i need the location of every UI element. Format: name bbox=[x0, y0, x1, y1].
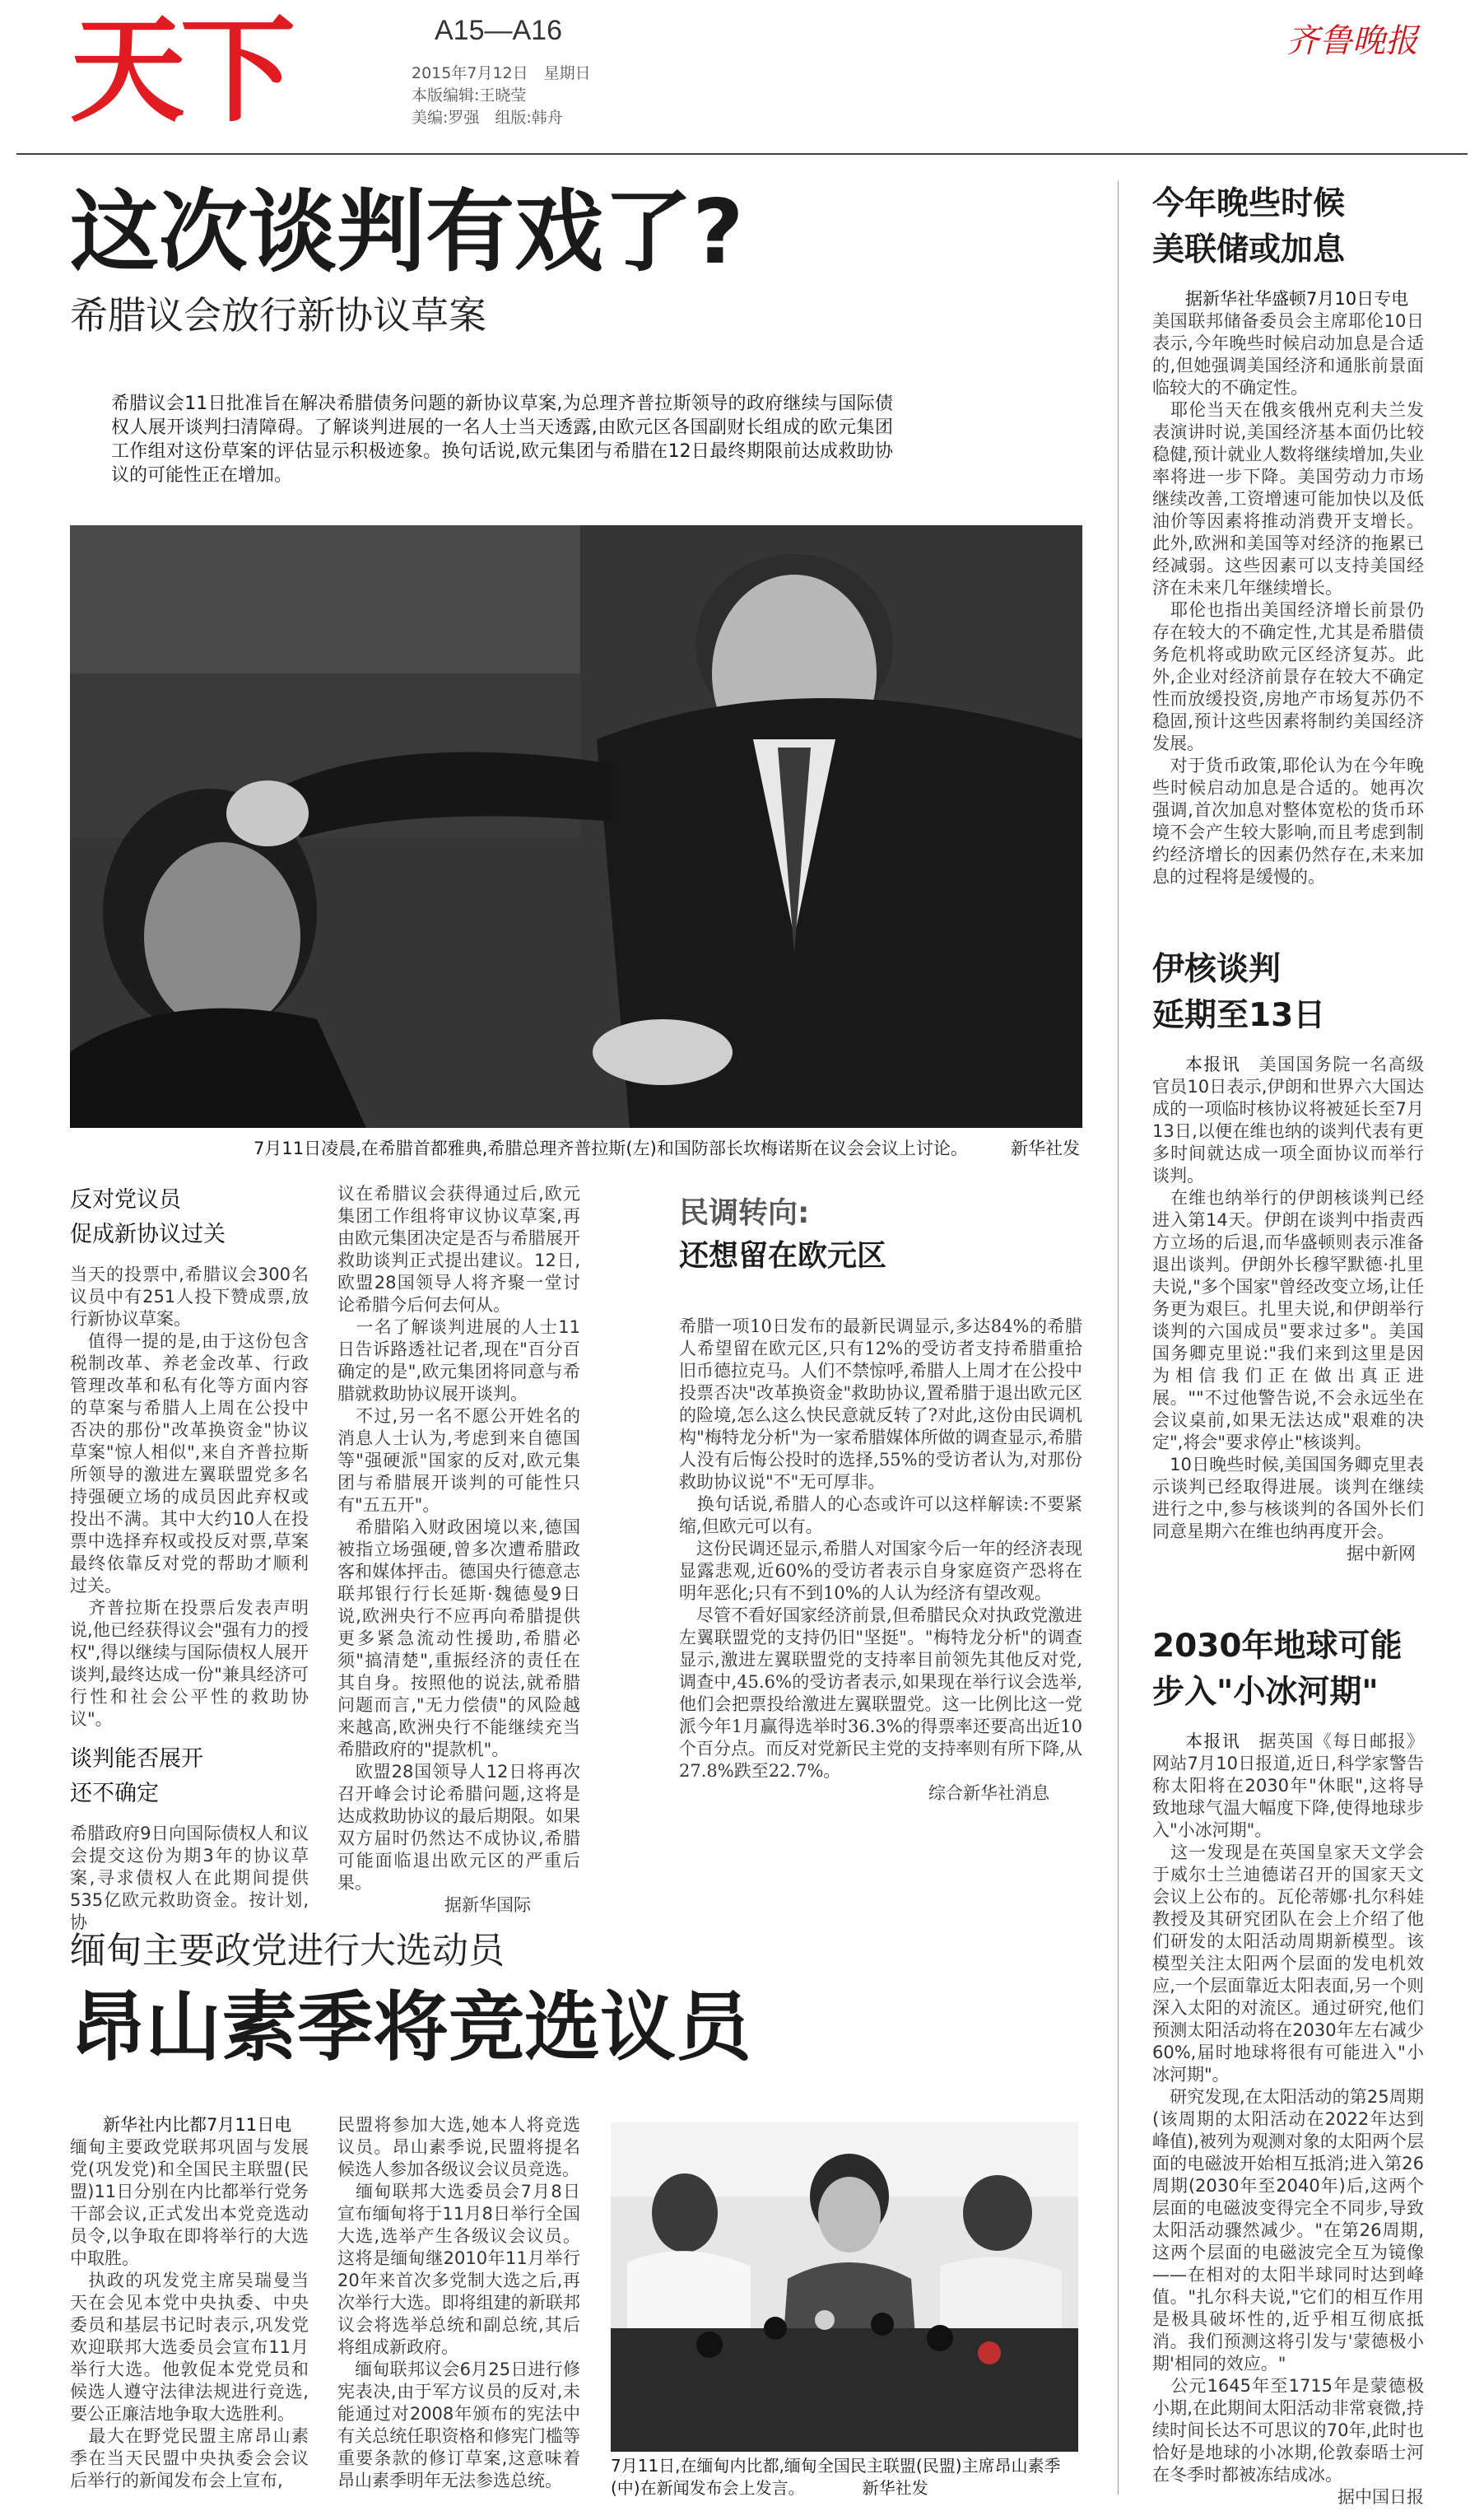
photo-caption: 7月11日凌晨,在希腊首都雅典,希腊总理齐普拉斯(左)和国防部长坎梅诺斯在议会会议上讨论。 bbox=[254, 1139, 968, 1158]
subhead-2-line1: 谈判能否展开 bbox=[70, 1746, 203, 1772]
body-text: 据英国《每日邮报》网站7月10日报道,近日,科学家警告称太阳将在2030年"休眠",这将导致地球气温大幅度下降,使得地球步入"小冰河期"。 这一发现是在英国皇家天文学会于威尔士兰迪德诺召开的国家天文会议上公布的。瓦伦蒂娜·扎尔科娃教授及其研究团队在会上介绍了他们研发的太阳活动周期新模型。该模型关注太阳两个层面的发电机效应,一个层面靠近太阳表面,另一个则深入太阳的对流区。通过研究,他们预测太阳活动将在2030年左右减少60%,届时地球将很有可能进入"小冰河期"。 研究发现,在太阳活动的第25周期(该周期的太阳活动在2022年达到峰值),被列为观测对象的太阳两个层面的电磁波开始相互抵消;进入第26周期(2030年至2040年)后,这两个层面的电磁波变得完全不同步,导致太阳活动骤然减少。"在第26周期,这两个层面的电磁波完全互为镜像——在相对的太阳半球同时达到峰值。"扎尔科夫说,"它们的相互作用是极具破坏性的,近乎相互彻底抵消。我们预测这将引发与'蒙德极小期'相同的效应。" 公元1645年至1715年是蒙德极小期,在此期间太阳活动非常衰微,持续时间长达不可思议的70年,此时也恰好是地球的小冰期,伦敦泰晤士河在冬季时都被冻结成冰。 bbox=[1152, 1731, 1425, 2485]
subhead-1-line1: 反对党议员 bbox=[70, 1187, 181, 1213]
poll-box-headline bbox=[679, 1192, 886, 1278]
body-text: 美国国务院一名高级官员10日表示,伊朗和世界六大国达成的一项临时核协议将被延长至7月13日,以便在维也纳的谈判代表有更多时间就达成一项全面协议而举行谈判。 在维也纳举行的伊朗核谈判已经进入第14天。伊朗在谈判中指责西方立场的后退,而华盛顿则表示准备退出谈判。伊朗外长穆罕默德·扎里夫说,"多个国家"曾经改变立场,让任务更为艰巨。扎里夫说,和伊朗举行谈判的六国成员"要求过多"。美国国务卿克里说:"我们来到这里是因为相信我们正在做出真正进展。""不过他警告说,不会永远坐在会议桌前,如果无法达成"艰难的决定",将会"要求停止"核谈判。 10日晚些时候,美国国务卿克里表示谈判已经取得进展。谈判在继续进行之中,参与核谈判的各国外长们同意星期六在维也纳再度开会。 bbox=[1152, 1055, 1425, 1541]
body-text: 民盟将参加大选,她本人将竞选议员。昂山素季说,民盟将提名候选人参加各级议会议员竞选。 缅甸联邦大选委员会7月8日宣布缅甸将于11月8日举行全国大选,选举产生各级议会议员。这将是缅甸继2010年11月举行20年来首次多党制大选之后,再次举行大选。即将组建的新联邦议会将选举总统和副总统,其后将组成新政府。 缅甸联邦议会6月25日进行修宪表决,由于军方议员的反对,未能通过对2008年颁布的宪法中有关总统任职资格和修宪门槛等重要条款的修订草案,这意味着昂山素季明年无法参选总统。 bbox=[337, 2115, 580, 2490]
main-headline: 这次谈判有戏了? bbox=[70, 181, 744, 284]
poll-box-text bbox=[679, 1316, 1082, 1805]
ice-headline-line2: 步入"小冰河期" bbox=[1152, 1674, 1379, 1711]
body-text: 当天的投票中,希腊议会300名议员中有251人投下赞成票,放行新协议草案。 值得一提的是,由于这份包含税制改革、养老金改革、行政管理改革和私有化等方面内容的草案与希腊人上周在公投中否决的那份"改革换资金"协议草案"惊人相似",来自齐普拉斯所领导的激进左翼联盟党多名持强硬立场的成员因此弃权或投出不满。其中大约10人在投票中选择弃权或投反对票,草案最终依靠反对党的帮助才顺利过关。 齐普拉斯在投票后发表声明说,他已经获得议会"强有力的授权",得以继续与国际债权人展开谈判,最终达成一份"兼具经济可行性和社会公平性的救助协议"。 bbox=[70, 1265, 309, 1729]
poll-headline-line2: 还想留在欧元区 bbox=[679, 1239, 887, 1273]
fed-headline-line2: 美联储或加息 bbox=[1152, 231, 1346, 268]
caption-text: 7月11日,在缅甸内比都,缅甸全国民主联盟(民盟)主席昂山素季(中)在新闻发布会上发言。 bbox=[611, 2456, 1061, 2498]
column-divider bbox=[1118, 181, 1119, 2495]
photo-illustration bbox=[611, 2122, 1078, 2452]
iran-headline-line2: 延期至13日 bbox=[1152, 997, 1326, 1034]
main-body-col2 bbox=[337, 1183, 580, 1917]
dateline: 新华社内比都7月11日电 bbox=[103, 2115, 292, 2135]
ice-body bbox=[1152, 1731, 1424, 2486]
news-photo-greece bbox=[70, 525, 1082, 1128]
masthead-meta bbox=[412, 63, 591, 129]
sidebar-fed bbox=[1152, 181, 1424, 888]
photo-caption bbox=[611, 2455, 1078, 2499]
body-text: 希腊政府9日向国际债权人和议会提交这份为期3年的协议草案,寻求债权人在此期间提供535亿欧元救助资金。按计划,协 bbox=[70, 1824, 309, 1932]
poll-headline-line1: 民调转向: bbox=[679, 1196, 810, 1230]
photo-illustration bbox=[70, 525, 1082, 1128]
ice-headline-line1: 2030年地球可能 bbox=[1152, 1628, 1403, 1665]
body-text: 希腊一项10日发布的最新民调显示,多达84%的希腊人希望留在欧元区,只有12%的受访者支持希腊重拾旧币德拉克马。人们不禁惊呼,希腊人上周才在公投中投票否决"改革换资金"救助协议,置希腊于退出欧元区的险境,怎么这么快民意就反转了?对此,这份由民调机构"梅特龙分析"为一家希腊媒体所做的调查显示,希腊人没有后悔公投时的选择,55%的受访者认为,对那份救助协议说"不"无可厚非。 换句话说,希腊人的心态或许可以这样解读:不要紧缩,但欧元可以有。 这份民调还显示,希腊人对国家今后一年的经济表现显露悲观,近60%的受访者表示自身家庭资产恐将在明年恶化;只有不到10%的人认为经济有望改观。 尽管不看好国家经济前景,但希腊民众对执政党激进左翼联盟党的支持仍旧"坚挺"。"梅特龙分析"的调查显示,激进左翼联盟党的支持率目前领先其他反对党,调查中,45.6%的受访者表示,如果现在举行议会选举,他们会把票投给激进左翼联盟党。这一比例比这一党派今年1月赢得选举时36.3%的得票率还要高出近10个百分点。而反对党新民主党的支持率则有所下降,从27.8%跌至22.7%。 bbox=[679, 1316, 1082, 1781]
fed-dateline: 据新华社华盛顿7月10日专电 bbox=[1185, 289, 1409, 309]
subhead-2-line2: 还不确定 bbox=[70, 1781, 159, 1806]
source-credit: 据中新网 bbox=[1347, 1544, 1416, 1563]
source-credit: 据中国日报 bbox=[1337, 2487, 1424, 2507]
photo-credit: 新华社发 bbox=[1011, 1139, 1080, 1158]
second-body-col2 bbox=[337, 2114, 580, 2492]
main-subheadline: 希腊议会放行新协议草案 bbox=[70, 293, 486, 338]
news-photo-myanmar bbox=[611, 2122, 1078, 2452]
main-body-col1 bbox=[70, 1183, 309, 1934]
sidebar-iran bbox=[1152, 947, 1424, 1565]
iran-headline-line1: 伊核谈判 bbox=[1152, 951, 1282, 988]
fed-body: 美国联邦储备委员会主席耶伦10日表示,今年晚些时候启动加息是合适的,但她强调美国经济和通胀前景面临较大的不确定性。 耶伦当天在俄亥俄州克利夫兰发表演讲时说,美国经济基本面仍比较稳健,预计就业人数将继续增加,失业率将进一步下降。美国劳动力市场继续改善,工资增速可能加快以及低油价等因素将推动消费开支增长。此外,欧洲和美国等对经济的拖累已经减弱。这些因素可以支持美国经济在未来几年继续增长。 耶伦也指出美国经济增长前景仍存在较大的不确定性,尤其是希腊债务危机将或助欧元区经济复苏。此外,企业对经济前景存在较大不确定性而放缓投资,房地产市场复苏仍不稳固,预计这些因素将制约美国经济发展。 对于货币政策,耶伦认为在今年晚些时候启动加息是合适的。她再次强调,首次加息对整体宽松的货币环境不会产生较大影响,而且考虑到制约经济增长的因素仍然存在,未来加息的过程将是缓慢的。 bbox=[1152, 311, 1424, 887]
section-title: 天下 bbox=[70, 4, 291, 138]
subhead-1-line2: 促成新协议过关 bbox=[70, 1222, 226, 1247]
masthead-rule bbox=[16, 153, 1468, 155]
source-credit: 综合新华社消息 bbox=[928, 1783, 1049, 1803]
source-credit: 据新华国际 bbox=[444, 1895, 531, 1915]
body-text: 缅甸主要政党联邦巩固与发展党(巩发党)和全国民主联盟(民盟)11日分别在内比都举行党务干部会议,正式发出本党竞选动员令,以争取在即将举行的大选中取胜。 执政的巩发党主席吴瑞曼当天在会见本党中央执委、中央委员和基层书记时表示,巩发党欢迎联邦大选委员会宣布11月举行大选。他敦促本党党员和候选人遵守法律法规进行竞选,要公正廉洁地争取大选胜利。 最大在野党民盟主席昂山素季在当天民盟中央执委会会议后举行的新闻发布会上宣布, bbox=[70, 2137, 309, 2490]
page-numbers: A15—A16 bbox=[435, 15, 562, 46]
sidebar-ice-age bbox=[1152, 1624, 1424, 2509]
issue-date: 2015年7月12日 星期日 bbox=[412, 64, 591, 82]
lead-label: 本报讯 bbox=[1185, 1055, 1241, 1074]
second-headline: 昂山素季将竞选议员 bbox=[70, 1983, 752, 2071]
second-body-col1 bbox=[70, 2114, 309, 2492]
lead-label: 本报讯 bbox=[1185, 1731, 1241, 1751]
body-text: 议在希腊议会获得通过后,欧元集团工作组将审议协议草案,再由欧元集团决定是否与希腊展开救助谈判正式提出建议。12日,欧盟28国领导人将齐聚一堂讨论希腊今后何去何从。 一名了解谈判进展的人士11日告诉路透社记者,现在"百分百确定的是",欧元集团将同意与希腊就救助协议展开谈判。 不过,另一名不愿公开姓名的消息人士认为,考虑到来自德国等"强硬派"国家的反对,欧元集团与希腊展开谈判的可能性只有"五五开"。 希腊陷入财政困境以来,德国被指立场强硬,曾多次遭希腊政客和媒体抨击。德国央行德意志联邦银行行长延斯·魏德曼9日说,欧洲央行不应再向希腊提供更多紧急流动性援助,希腊必须"搞清楚",重振经济的责任在其自身。按照他的说法,就希腊问题而言,"无力偿债"的风险越来越高,欧洲央行不能继续充当希腊政府的"提款机"。 欧盟28国领导人12日将再次召开峰会讨论希腊问题,这将是达成救助协议的最后期限。如果双方届时仍然达不成协议,希腊可能面临退出欧元区的严重后果。 bbox=[337, 1184, 580, 1893]
photo-credit: 新华社发 bbox=[862, 2478, 928, 2498]
design-credit: 美编:罗强 组版:韩舟 bbox=[412, 109, 563, 127]
iran-body bbox=[1152, 1054, 1424, 1543]
fed-headline-line1: 今年晚些时候 bbox=[1152, 185, 1346, 222]
editor-credit: 本版编辑:王晓莹 bbox=[412, 86, 527, 105]
second-subheadline: 缅甸主要政党进行大选动员 bbox=[70, 1930, 505, 1972]
main-lead: 希腊议会11日批准旨在解决希腊债务问题的新协议草案,为总理齐普拉斯领导的政府继续与国际债权人展开谈判扫清障碍。了解谈判进展的一名人士当天透露,由欧元区各国副财长组成的欧元集团工作组对这份草案的评估显示积极迹象。换句话说,欧元集团与希腊在12日最终期限前达成救助协议的可能性正在增加。 bbox=[111, 394, 893, 486]
newspaper-logo: 齐鲁晚报 bbox=[1286, 22, 1418, 60]
